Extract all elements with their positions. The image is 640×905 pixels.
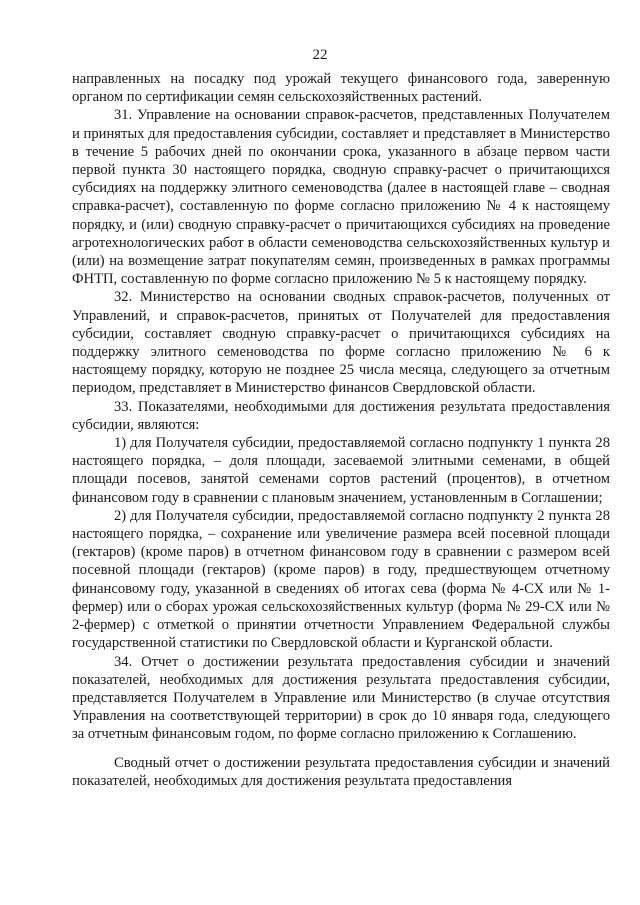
paragraph-clause-33-item-2: 2) для Получателя субсидии, предоставляемой согласно подпункту 2 пункта 28 настоящего порядка, – сохранение или увеличение размера всей посевной площади (гектаров) (кроме паров) в отчетном финансовом году в сравнении с размером всей посевной площади (гектаров) (кроме паров) в году, предшествующем отчетному финансовому году, указанной в сведениях об итогах сева (форма № 4-СХ или № 1-фермер) или о сборах урожая сельскохозяйственных культур (форма № 29-СХ или № 2-фермер) с отметкой о принятии отчетности Управлением Федеральной службы государственной статистики по Свердловской области и Курганской области. (72, 507, 610, 652)
paragraph-summary-report: Сводный отчет о достижении результата предоставления субсидии и значений показателей, необходимых для достижения результата предоставления (72, 754, 610, 789)
paragraph-clause-31: 31. Управление на основании справок-расчетов, представленных Получателем и принятых для предоставления субсидии, составляет и представляет в Министерство в течение 5 рабочих дней по окончании срока, указанного в абзаце первом части первой пункта 30 настоящего порядка, сводную справку-расчет о причитающихся субсидиях на поддержку элитного семеноводства (далее в настоящей главе – сводная справка-расчет), составленную по форме согласно приложению № 4 к настоящему порядку, и (или) сводную справку-расчет о причитающихся субсидиях на проведение агротехнологических работ в области семеноводства сельскохозяйственных культур и (или) на возмещение затрат покупателям семян, произведенных в рамках программы ФНТП, составленную по форме согласно приложению № 5 к настоящему порядку. (72, 107, 610, 288)
document-body (72, 70, 610, 790)
paragraph-clause-33: 33. Показателями, необходимыми для достижения результата предоставления субсидии, являются: (72, 398, 610, 433)
paragraph-clause-33-item-1: 1) для Получателя субсидии, предоставляемой согласно подпункту 1 пункта 28 настоящего порядка, – доля площади, засеваемой элитными семенами, в общей площади посевов, занятой семенами сортов растений (процентов), в отчетном финансовом году в сравнении с плановым значением, установленным в Соглашении; (72, 435, 610, 506)
page-number: 22 (312, 47, 328, 63)
paragraph-clause-32: 32. Министерство на основании сводных справок-расчетов, полученных от Управлений, и справок-расчетов, принятых от Получателей для предоставления субсидии, составляет сводную справку-расчет о причитающихся субсидиях на поддержку элитного семеноводства по форме согласно приложению № 6 к настоящему порядку, которую не позднее 25 числа месяца, следующего за отчетным периодом, представляет в Министерство финансов Свердловской области. (72, 289, 610, 397)
paragraph-clause-34: 34. Отчет о достижении результата предоставления субсидии и значений показателей, необходимых для достижения результата предоставления субсидии, представляется Получателем в Управление или Министерство (в случае отсутствия Управления на соответствующей территории) в срок до 10 января года, следующего за отчетным финансовым годом, по форме согласно приложению к Соглашению. (72, 653, 610, 743)
paragraph-continuation: направленных на посадку под урожай текущего финансового года, заверенную органом по сертификации семян сельскохозяйственных растений. (72, 71, 610, 106)
